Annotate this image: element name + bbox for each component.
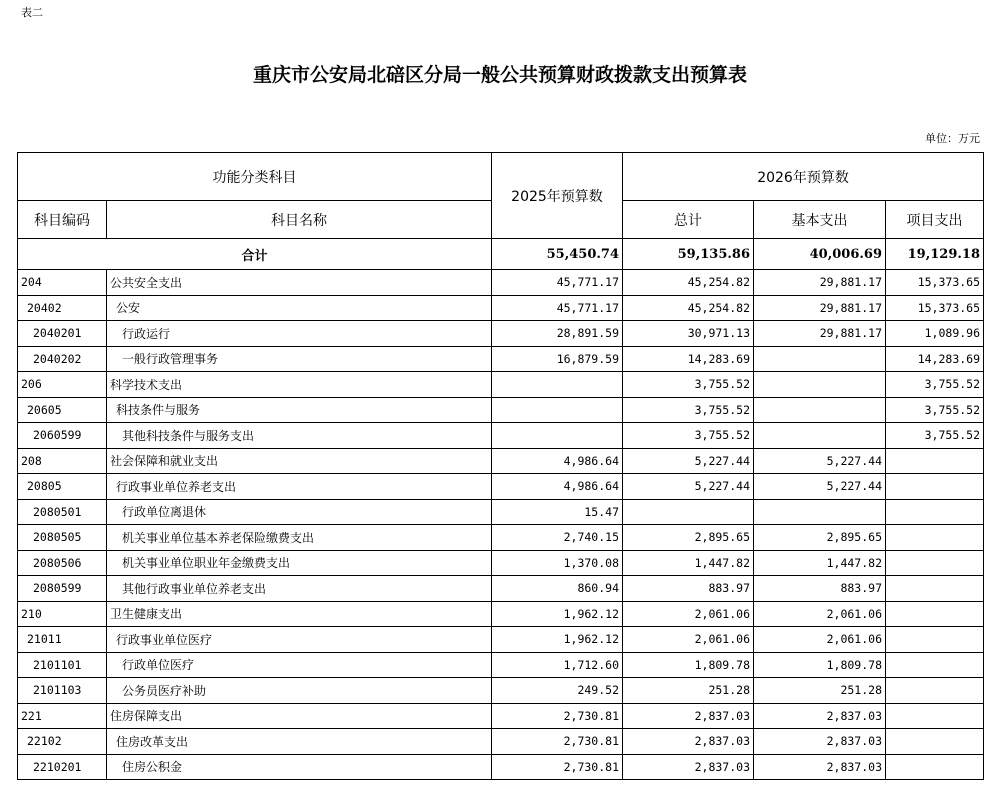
- row-budget-2026-total: 3,755.52: [623, 372, 754, 398]
- row-budget-2026-total: 14,283.69: [623, 346, 754, 372]
- row-budget-2025: 1,712.60: [492, 652, 623, 678]
- row-budget-2026-total: 30,971.13: [623, 321, 754, 347]
- row-budget-2025: 16,879.59: [492, 346, 623, 372]
- total-2026-basic: 40,006.69: [754, 239, 886, 270]
- table-row: [18, 703, 984, 729]
- row-name: 行政事业单位医疗: [107, 627, 492, 653]
- row-code: 20805: [18, 474, 107, 500]
- header-basic: 基本支出: [754, 201, 886, 239]
- row-budget-2026-total: 5,227.44: [623, 474, 754, 500]
- table-row: [18, 474, 984, 500]
- table-row: [18, 525, 984, 551]
- row-budget-2026-total: 5,227.44: [623, 448, 754, 474]
- header-name: 科目名称: [107, 201, 492, 239]
- row-name: 行政单位医疗: [107, 652, 492, 678]
- row-budget-2026-project: [886, 678, 984, 704]
- row-name: 机关事业单位基本养老保险缴费支出: [107, 525, 492, 551]
- row-code: 20605: [18, 397, 107, 423]
- row-budget-2026-project: 3,755.52: [886, 397, 984, 423]
- row-code: 22102: [18, 729, 107, 755]
- row-budget-2026-basic: 2,061.06: [754, 627, 886, 653]
- row-code: 204: [18, 270, 107, 296]
- row-name: 其他行政事业单位养老支出: [107, 576, 492, 602]
- row-code: 206: [18, 372, 107, 398]
- row-budget-2026-basic: 1,447.82: [754, 550, 886, 576]
- row-budget-2026-project: [886, 474, 984, 500]
- row-budget-2026-basic: [754, 499, 886, 525]
- data-rows: [18, 270, 984, 780]
- row-name: 其他科技条件与服务支出: [107, 423, 492, 449]
- row-name: 住房公积金: [107, 754, 492, 780]
- row-budget-2026-total: 883.97: [623, 576, 754, 602]
- row-code: 2210201: [18, 754, 107, 780]
- row-code: 208: [18, 448, 107, 474]
- row-budget-2026-project: [886, 448, 984, 474]
- unit-label: 单位：万元: [925, 132, 980, 145]
- row-name: 公务员医疗补助: [107, 678, 492, 704]
- row-budget-2026-total: 2,061.06: [623, 627, 754, 653]
- row-budget-2026-basic: 5,227.44: [754, 474, 886, 500]
- row-code: 2080599: [18, 576, 107, 602]
- row-budget-2025: 860.94: [492, 576, 623, 602]
- row-budget-2026-basic: 29,881.17: [754, 295, 886, 321]
- row-budget-2025: 2,740.15: [492, 525, 623, 551]
- row-budget-2026-total: 2,837.03: [623, 754, 754, 780]
- row-budget-2026-total: 45,254.82: [623, 295, 754, 321]
- row-code: 2080501: [18, 499, 107, 525]
- total-2026-project: 19,129.18: [886, 239, 984, 270]
- row-budget-2026-project: 1,089.96: [886, 321, 984, 347]
- row-budget-2025: 1,370.08: [492, 550, 623, 576]
- table-row: [18, 550, 984, 576]
- total-label: 合计: [18, 239, 492, 270]
- row-code: 210: [18, 601, 107, 627]
- table-row: [18, 576, 984, 602]
- row-code: 2101103: [18, 678, 107, 704]
- row-budget-2026-total: 2,837.03: [623, 729, 754, 755]
- row-budget-2025: 28,891.59: [492, 321, 623, 347]
- table-row: [18, 499, 984, 525]
- row-budget-2026-project: 3,755.52: [886, 372, 984, 398]
- row-name: 卫生健康支出: [107, 601, 492, 627]
- table-row: [18, 346, 984, 372]
- total-2026-total: 59,135.86: [623, 239, 754, 270]
- row-budget-2025: [492, 397, 623, 423]
- row-budget-2026-total: 45,254.82: [623, 270, 754, 296]
- row-budget-2026-project: 15,373.65: [886, 270, 984, 296]
- header-total: 总计: [623, 201, 754, 239]
- row-budget-2025: 45,771.17: [492, 295, 623, 321]
- row-budget-2026-project: 15,373.65: [886, 295, 984, 321]
- table-row: [18, 372, 984, 398]
- row-budget-2026-total: 2,895.65: [623, 525, 754, 551]
- row-budget-2025: 1,962.12: [492, 601, 623, 627]
- document-label: 表二: [21, 6, 43, 19]
- row-budget-2025: 45,771.17: [492, 270, 623, 296]
- row-budget-2025: 2,730.81: [492, 754, 623, 780]
- row-code: 21011: [18, 627, 107, 653]
- row-budget-2025: 1,962.12: [492, 627, 623, 653]
- row-name: 公安: [107, 295, 492, 321]
- row-code: 2101101: [18, 652, 107, 678]
- row-name: 行政运行: [107, 321, 492, 347]
- row-budget-2026-basic: [754, 397, 886, 423]
- row-budget-2026-total: 3,755.52: [623, 397, 754, 423]
- row-budget-2026-project: [886, 627, 984, 653]
- row-code: 2040202: [18, 346, 107, 372]
- row-budget-2025: [492, 423, 623, 449]
- row-budget-2026-basic: 1,809.78: [754, 652, 886, 678]
- row-budget-2026-project: [886, 576, 984, 602]
- row-code: 2080506: [18, 550, 107, 576]
- row-budget-2026-basic: 883.97: [754, 576, 886, 602]
- row-budget-2026-total: [623, 499, 754, 525]
- header-project: 项目支出: [886, 201, 984, 239]
- table-row: [18, 678, 984, 704]
- page-title: 重庆市公安局北碚区分局一般公共预算财政拨款支出预算表: [252, 64, 747, 86]
- table-row: [18, 423, 984, 449]
- row-budget-2026-basic: 29,881.17: [754, 270, 886, 296]
- row-code: 2040201: [18, 321, 107, 347]
- row-budget-2026-basic: 29,881.17: [754, 321, 886, 347]
- row-budget-2025: 249.52: [492, 678, 623, 704]
- row-budget-2026-basic: [754, 423, 886, 449]
- row-budget-2026-project: [886, 652, 984, 678]
- row-budget-2026-project: [886, 550, 984, 576]
- row-budget-2026-total: 2,837.03: [623, 703, 754, 729]
- row-budget-2026-project: [886, 754, 984, 780]
- table-row: [18, 270, 984, 296]
- row-budget-2025: [492, 372, 623, 398]
- row-name: 一般行政管理事务: [107, 346, 492, 372]
- row-name: 科学技术支出: [107, 372, 492, 398]
- row-name: 机关事业单位职业年金缴费支出: [107, 550, 492, 576]
- row-budget-2025: 4,986.64: [492, 448, 623, 474]
- row-budget-2025: 2,730.81: [492, 703, 623, 729]
- row-budget-2026-basic: 5,227.44: [754, 448, 886, 474]
- row-budget-2026-basic: 2,837.03: [754, 703, 886, 729]
- row-budget-2026-total: 1,809.78: [623, 652, 754, 678]
- row-name: 社会保障和就业支出: [107, 448, 492, 474]
- row-budget-2026-total: 1,447.82: [623, 550, 754, 576]
- row-budget-2026-basic: [754, 346, 886, 372]
- row-budget-2026-project: 3,755.52: [886, 423, 984, 449]
- row-budget-2025: 4,986.64: [492, 474, 623, 500]
- row-code: 2080505: [18, 525, 107, 551]
- row-budget-2026-basic: [754, 372, 886, 398]
- row-name: 住房保障支出: [107, 703, 492, 729]
- table-row: [18, 601, 984, 627]
- table-row: [18, 321, 984, 347]
- table-row: [18, 627, 984, 653]
- table-row: [18, 729, 984, 755]
- header-func-category: 功能分类科目: [18, 153, 492, 201]
- header-budget-2026: 2026年预算数: [623, 153, 984, 201]
- header-budget-2025: 2025年预算数: [492, 153, 623, 239]
- row-budget-2026-basic: 251.28: [754, 678, 886, 704]
- row-code: 20402: [18, 295, 107, 321]
- row-budget-2026-basic: 2,837.03: [754, 729, 886, 755]
- row-budget-2026-basic: 2,837.03: [754, 754, 886, 780]
- total-row: [18, 239, 984, 270]
- row-budget-2026-total: 251.28: [623, 678, 754, 704]
- budget-table: [17, 152, 984, 780]
- table-row: [18, 295, 984, 321]
- row-name: 公共安全支出: [107, 270, 492, 296]
- row-budget-2026-total: 2,061.06: [623, 601, 754, 627]
- row-budget-2025: 2,730.81: [492, 729, 623, 755]
- row-budget-2026-project: [886, 703, 984, 729]
- table-row: [18, 448, 984, 474]
- row-name: 行政单位离退休: [107, 499, 492, 525]
- total-2025: 55,450.74: [492, 239, 623, 270]
- row-budget-2026-project: [886, 499, 984, 525]
- table-row: [18, 397, 984, 423]
- row-budget-2026-project: 14,283.69: [886, 346, 984, 372]
- table-row: [18, 652, 984, 678]
- header-code: 科目编码: [18, 201, 107, 239]
- row-budget-2026-project: [886, 729, 984, 755]
- row-code: 2060599: [18, 423, 107, 449]
- row-budget-2026-project: [886, 525, 984, 551]
- row-code: 221: [18, 703, 107, 729]
- row-name: 行政事业单位养老支出: [107, 474, 492, 500]
- row-name: 科技条件与服务: [107, 397, 492, 423]
- row-budget-2026-basic: 2,895.65: [754, 525, 886, 551]
- row-budget-2026-project: [886, 601, 984, 627]
- row-budget-2025: 15.47: [492, 499, 623, 525]
- table-row: [18, 754, 984, 780]
- row-name: 住房改革支出: [107, 729, 492, 755]
- row-budget-2026-total: 3,755.52: [623, 423, 754, 449]
- row-budget-2026-basic: 2,061.06: [754, 601, 886, 627]
